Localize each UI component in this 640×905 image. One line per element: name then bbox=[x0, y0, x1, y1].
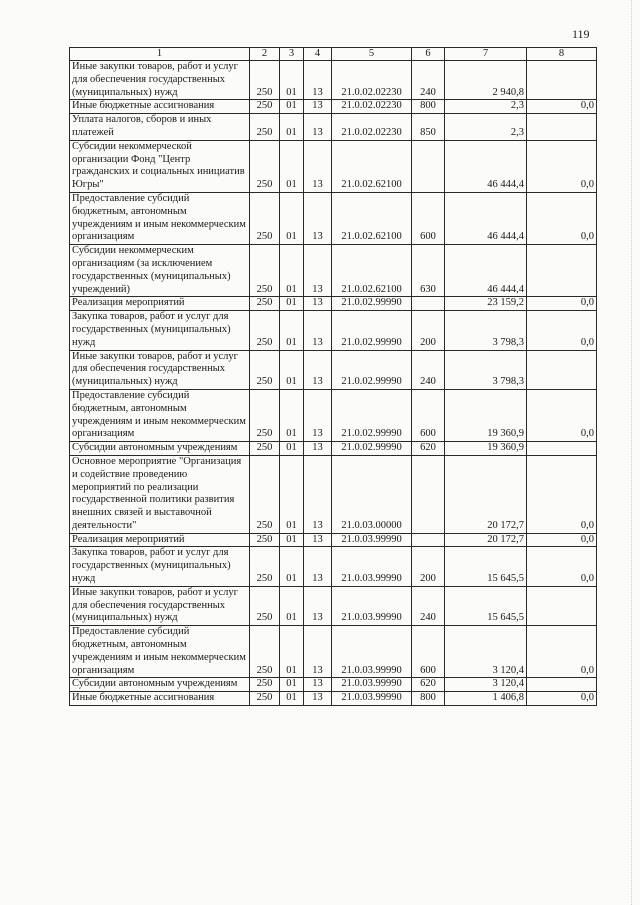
row-name: Субсидии некоммерческим организациям (за исключением государственных (муниципальных) учреждений) bbox=[70, 245, 250, 297]
table-row bbox=[70, 389, 597, 441]
row-target-code: 21.0.03.99990 bbox=[332, 533, 412, 547]
row-subsection: 13 bbox=[304, 350, 332, 389]
row-section: 01 bbox=[280, 442, 304, 456]
row-expense-type: 200 bbox=[412, 547, 445, 586]
row-name: Субсидии автономным учреждениям bbox=[70, 442, 250, 456]
row-name: Основное мероприятие "Организация и содействие проведению мероприятий по реализации государственной политики развития внешних связей и выставочной деятельности" bbox=[70, 455, 250, 533]
row-subsection: 13 bbox=[304, 586, 332, 625]
row-subsection: 13 bbox=[304, 678, 332, 692]
header-col-2: 2 bbox=[250, 48, 280, 61]
row-section: 01 bbox=[280, 533, 304, 547]
row-section: 01 bbox=[280, 586, 304, 625]
row-section: 01 bbox=[280, 245, 304, 297]
page-number: 119 bbox=[572, 27, 590, 41]
row-amount: 15 645,5 bbox=[445, 586, 527, 625]
row-name: Реализация мероприятий bbox=[70, 533, 250, 547]
row-name: Иные бюджетные ассигнования bbox=[70, 100, 250, 114]
row-subsection: 13 bbox=[304, 100, 332, 114]
row-amount: 3 798,3 bbox=[445, 350, 527, 389]
row-ministry-code: 250 bbox=[250, 678, 280, 692]
row-ministry-code: 250 bbox=[250, 350, 280, 389]
row-expense-type: 240 bbox=[412, 61, 445, 100]
row-target-code: 21.0.02.62100 bbox=[332, 140, 412, 192]
row-subsection: 13 bbox=[304, 297, 332, 311]
row-extra-amount: 0,0 bbox=[527, 692, 597, 706]
row-subsection: 13 bbox=[304, 389, 332, 441]
row-section: 01 bbox=[280, 297, 304, 311]
row-ministry-code: 250 bbox=[250, 114, 280, 141]
row-extra-amount: 0,0 bbox=[527, 455, 597, 533]
row-expense-type bbox=[412, 533, 445, 547]
header-row bbox=[70, 48, 597, 61]
budget-table bbox=[69, 47, 597, 706]
table-body bbox=[70, 61, 597, 706]
row-extra-amount bbox=[527, 114, 597, 141]
row-expense-type: 600 bbox=[412, 389, 445, 441]
row-extra-amount bbox=[527, 245, 597, 297]
row-section: 01 bbox=[280, 192, 304, 244]
row-target-code: 21.0.03.99990 bbox=[332, 626, 412, 678]
row-target-code: 21.0.02.99990 bbox=[332, 389, 412, 441]
table-row bbox=[70, 311, 597, 350]
row-name: Иные закупки товаров, работ и услуг для обеспечения государственных (муниципальных) нужд bbox=[70, 350, 250, 389]
row-amount: 23 159,2 bbox=[445, 297, 527, 311]
row-amount: 46 444,4 bbox=[445, 140, 527, 192]
row-expense-type: 200 bbox=[412, 311, 445, 350]
row-extra-amount: 0,0 bbox=[527, 626, 597, 678]
row-target-code: 21.0.03.99990 bbox=[332, 586, 412, 625]
header-col-5: 5 bbox=[332, 48, 412, 61]
row-subsection: 13 bbox=[304, 626, 332, 678]
row-name: Субсидии автономным учреждениям bbox=[70, 678, 250, 692]
row-amount: 3 120,4 bbox=[445, 678, 527, 692]
row-subsection: 13 bbox=[304, 192, 332, 244]
row-amount: 46 444,4 bbox=[445, 192, 527, 244]
row-extra-amount: 0,0 bbox=[527, 311, 597, 350]
row-expense-type: 620 bbox=[412, 442, 445, 456]
row-subsection: 13 bbox=[304, 311, 332, 350]
row-name: Реализация мероприятий bbox=[70, 297, 250, 311]
row-ministry-code: 250 bbox=[250, 533, 280, 547]
header-col-8: 8 bbox=[527, 48, 597, 61]
row-target-code: 21.0.03.99990 bbox=[332, 678, 412, 692]
table-row bbox=[70, 547, 597, 586]
row-extra-amount: 0,0 bbox=[527, 547, 597, 586]
row-target-code: 21.0.02.02230 bbox=[332, 61, 412, 100]
row-target-code: 21.0.03.99990 bbox=[332, 692, 412, 706]
row-section: 01 bbox=[280, 114, 304, 141]
row-extra-amount bbox=[527, 678, 597, 692]
row-amount: 20 172,7 bbox=[445, 533, 527, 547]
row-target-code: 21.0.02.02230 bbox=[332, 100, 412, 114]
row-extra-amount: 0,0 bbox=[527, 140, 597, 192]
row-ministry-code: 250 bbox=[250, 692, 280, 706]
row-subsection: 13 bbox=[304, 692, 332, 706]
row-target-code: 21.0.02.99990 bbox=[332, 311, 412, 350]
row-expense-type: 620 bbox=[412, 678, 445, 692]
row-extra-amount: 0,0 bbox=[527, 533, 597, 547]
row-ministry-code: 250 bbox=[250, 245, 280, 297]
table-row bbox=[70, 114, 597, 141]
row-section: 01 bbox=[280, 547, 304, 586]
row-subsection: 13 bbox=[304, 61, 332, 100]
row-expense-type: 850 bbox=[412, 114, 445, 141]
row-extra-amount: 0,0 bbox=[527, 100, 597, 114]
row-ministry-code: 250 bbox=[250, 626, 280, 678]
row-name: Иные закупки товаров, работ и услуг для обеспечения государственных (муниципальных) нужд bbox=[70, 586, 250, 625]
row-ministry-code: 250 bbox=[250, 100, 280, 114]
row-name: Предоставление субсидий бюджетным, автономным учреждениям и иным некоммерческим организациям bbox=[70, 389, 250, 441]
row-target-code: 21.0.02.62100 bbox=[332, 245, 412, 297]
row-expense-type: 240 bbox=[412, 350, 445, 389]
row-amount: 19 360,9 bbox=[445, 389, 527, 441]
row-expense-type: 630 bbox=[412, 245, 445, 297]
row-amount: 3 120,4 bbox=[445, 626, 527, 678]
row-amount: 2,3 bbox=[445, 114, 527, 141]
row-name: Предоставление субсидий бюджетным, автономным учреждениям и иным некоммерческим организациям bbox=[70, 626, 250, 678]
header-col-3: 3 bbox=[280, 48, 304, 61]
row-ministry-code: 250 bbox=[250, 547, 280, 586]
row-extra-amount bbox=[527, 350, 597, 389]
row-subsection: 13 bbox=[304, 455, 332, 533]
row-extra-amount bbox=[527, 586, 597, 625]
header-col-4: 4 bbox=[304, 48, 332, 61]
row-name: Уплата налогов, сборов и иных платежей bbox=[70, 114, 250, 141]
row-extra-amount: 0,0 bbox=[527, 297, 597, 311]
table-row bbox=[70, 626, 597, 678]
table-row bbox=[70, 245, 597, 297]
row-section: 01 bbox=[280, 626, 304, 678]
table-row bbox=[70, 140, 597, 192]
row-amount: 2 940,8 bbox=[445, 61, 527, 100]
row-expense-type: 800 bbox=[412, 692, 445, 706]
row-name: Иные бюджетные ассигнования bbox=[70, 692, 250, 706]
table-row bbox=[70, 442, 597, 456]
row-ministry-code: 250 bbox=[250, 61, 280, 100]
row-amount: 2,3 bbox=[445, 100, 527, 114]
row-expense-type: 600 bbox=[412, 626, 445, 678]
row-expense-type bbox=[412, 455, 445, 533]
row-ministry-code: 250 bbox=[250, 311, 280, 350]
row-name: Закупка товаров, работ и услуг для государственных (муниципальных) нужд bbox=[70, 311, 250, 350]
row-amount: 3 798,3 bbox=[445, 311, 527, 350]
row-amount: 15 645,5 bbox=[445, 547, 527, 586]
table-row bbox=[70, 586, 597, 625]
row-section: 01 bbox=[280, 389, 304, 441]
row-extra-amount bbox=[527, 61, 597, 100]
row-ministry-code: 250 bbox=[250, 297, 280, 311]
row-name: Субсидии некоммерческой организации Фонд "Центр гражданских и социальных инициатив Югры" bbox=[70, 140, 250, 192]
row-target-code: 21.0.02.99990 bbox=[332, 297, 412, 311]
table-row bbox=[70, 297, 597, 311]
row-amount: 19 360,9 bbox=[445, 442, 527, 456]
row-target-code: 21.0.03.99990 bbox=[332, 547, 412, 586]
row-target-code: 21.0.02.99990 bbox=[332, 442, 412, 456]
table-row bbox=[70, 678, 597, 692]
row-subsection: 13 bbox=[304, 442, 332, 456]
row-amount: 20 172,7 bbox=[445, 455, 527, 533]
row-expense-type: 800 bbox=[412, 100, 445, 114]
table-row bbox=[70, 533, 597, 547]
row-ministry-code: 250 bbox=[250, 140, 280, 192]
row-expense-type: 600 bbox=[412, 192, 445, 244]
row-extra-amount: 0,0 bbox=[527, 192, 597, 244]
header-col-7: 7 bbox=[445, 48, 527, 61]
row-name: Предоставление субсидий бюджетным, автономным учреждениям и иным некоммерческим организациям bbox=[70, 192, 250, 244]
row-subsection: 13 bbox=[304, 547, 332, 586]
row-name: Закупка товаров, работ и услуг для государственных (муниципальных) нужд bbox=[70, 547, 250, 586]
row-target-code: 21.0.02.62100 bbox=[332, 192, 412, 244]
row-target-code: 21.0.03.00000 bbox=[332, 455, 412, 533]
row-expense-type bbox=[412, 140, 445, 192]
row-ministry-code: 250 bbox=[250, 455, 280, 533]
header-col-6: 6 bbox=[412, 48, 445, 61]
row-expense-type: 240 bbox=[412, 586, 445, 625]
header-col-1: 1 bbox=[70, 48, 250, 61]
row-section: 01 bbox=[280, 140, 304, 192]
row-subsection: 13 bbox=[304, 245, 332, 297]
row-section: 01 bbox=[280, 678, 304, 692]
row-section: 01 bbox=[280, 311, 304, 350]
row-section: 01 bbox=[280, 350, 304, 389]
row-ministry-code: 250 bbox=[250, 389, 280, 441]
table-row bbox=[70, 192, 597, 244]
row-ministry-code: 250 bbox=[250, 192, 280, 244]
table-row bbox=[70, 350, 597, 389]
row-subsection: 13 bbox=[304, 114, 332, 141]
row-target-code: 21.0.02.02230 bbox=[332, 114, 412, 141]
row-amount: 46 444,4 bbox=[445, 245, 527, 297]
row-subsection: 13 bbox=[304, 533, 332, 547]
row-extra-amount: 0,0 bbox=[527, 389, 597, 441]
row-subsection: 13 bbox=[304, 140, 332, 192]
table-header bbox=[70, 48, 597, 61]
row-section: 01 bbox=[280, 100, 304, 114]
row-amount: 1 406,8 bbox=[445, 692, 527, 706]
row-extra-amount bbox=[527, 442, 597, 456]
table-row bbox=[70, 692, 597, 706]
table-row bbox=[70, 61, 597, 100]
row-target-code: 21.0.02.99990 bbox=[332, 350, 412, 389]
row-section: 01 bbox=[280, 455, 304, 533]
row-section: 01 bbox=[280, 692, 304, 706]
row-ministry-code: 250 bbox=[250, 586, 280, 625]
row-expense-type bbox=[412, 297, 445, 311]
table-row bbox=[70, 100, 597, 114]
table-row bbox=[70, 455, 597, 533]
row-ministry-code: 250 bbox=[250, 442, 280, 456]
row-section: 01 bbox=[280, 61, 304, 100]
scan-edge-divider bbox=[630, 0, 632, 905]
row-name: Иные закупки товаров, работ и услуг для обеспечения государственных (муниципальных) нужд bbox=[70, 61, 250, 100]
